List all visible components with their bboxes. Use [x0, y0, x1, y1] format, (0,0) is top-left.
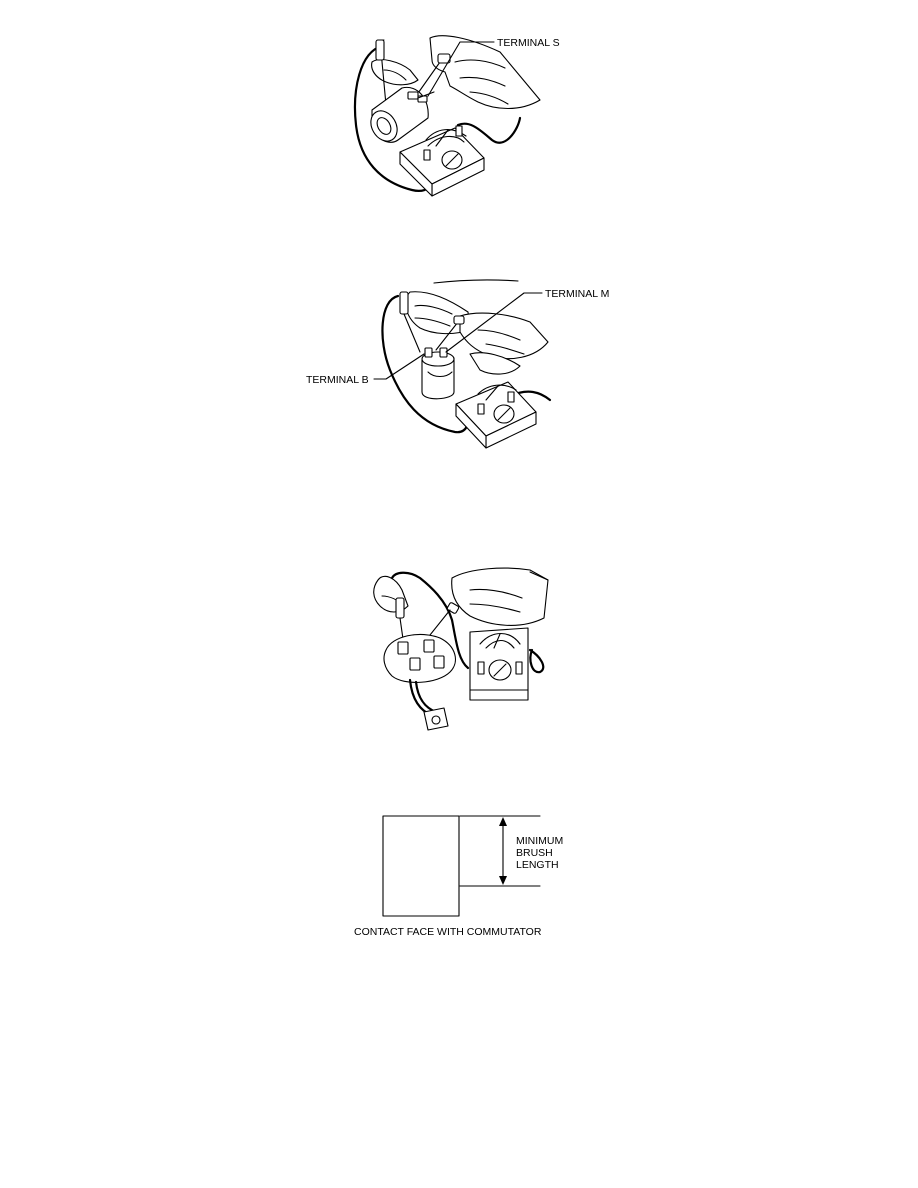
ohmmeter-icon	[400, 126, 484, 196]
figure-brush-holder-check	[374, 568, 548, 730]
arrow-up-icon	[499, 817, 507, 826]
test-lead-wire	[458, 118, 520, 143]
figure-solenoid-terminal-b-m	[306, 280, 609, 448]
figure-solenoid-terminal-s	[355, 36, 560, 196]
test-lead-wire	[530, 650, 543, 672]
solenoid-icon	[422, 348, 454, 399]
callout-terminal-s: TERMINAL S	[497, 37, 560, 49]
callout-terminal-b: TERMINAL B	[306, 374, 369, 386]
dimension-label-line-2: BRUSH	[516, 847, 553, 859]
callout-terminal-m: TERMINAL M	[545, 288, 610, 300]
callout-leader	[374, 354, 424, 379]
dimension-label-line-1: MINIMUM	[516, 835, 564, 847]
arrow-down-icon	[499, 876, 507, 885]
solenoid-icon	[366, 87, 434, 145]
brush-outline	[383, 816, 459, 916]
dimension-label-line-3: LENGTH	[516, 859, 559, 871]
ohmmeter-icon	[470, 628, 528, 700]
contact-face-caption: CONTACT FACE WITH COMMUTATOR	[354, 926, 542, 938]
brush-holder-icon	[384, 634, 455, 730]
figure-brush-length	[354, 816, 563, 938]
